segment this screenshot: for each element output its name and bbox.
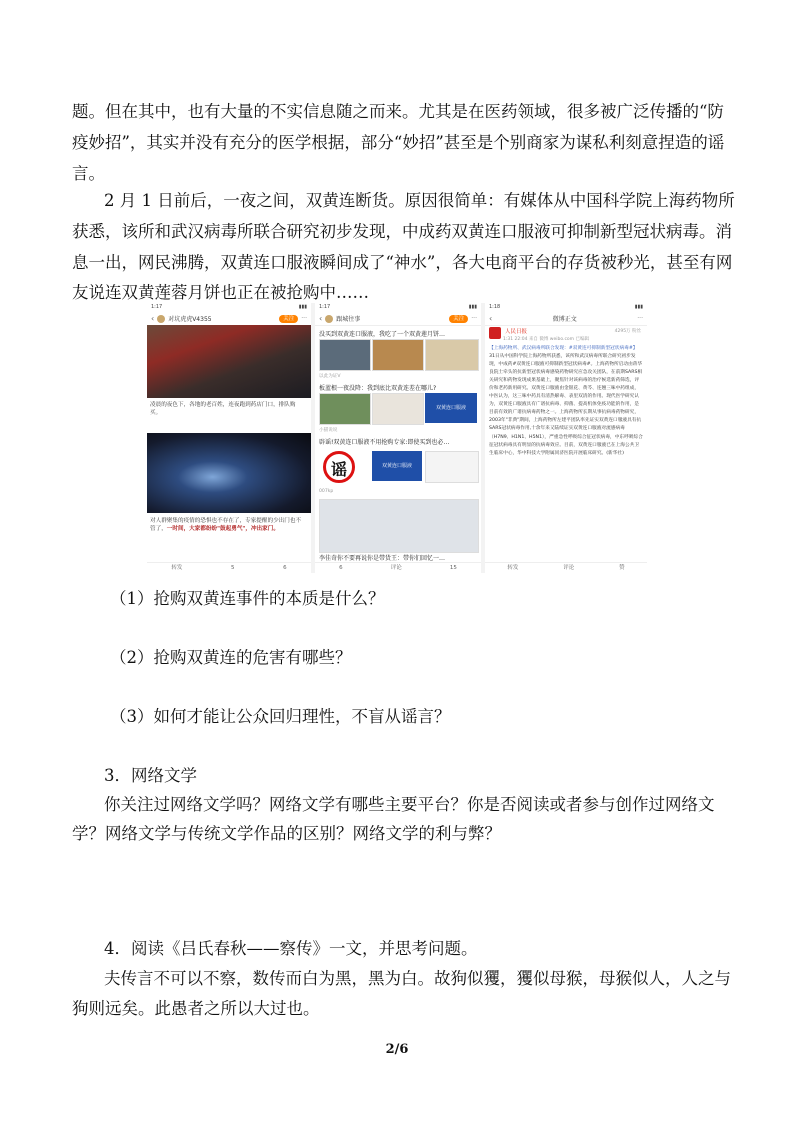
rumor-stamp-image xyxy=(319,449,359,487)
status-time: 1:17 xyxy=(319,304,331,310)
question-1: （1）抢购双黄连事件的本质是什么？ xyxy=(110,589,385,608)
paragraph-2-line-2: 获悉，该所和武汉病毒所联合研究初步发现，中成药双黄连口服液可抑制新型冠状病毒。消 xyxy=(72,222,732,241)
article-source-1: 以此为证V xyxy=(319,374,341,379)
author-name: 对坑虎虎V4355 xyxy=(168,316,212,323)
action-bar xyxy=(485,562,647,573)
article-image xyxy=(372,339,424,371)
action-bar xyxy=(315,562,481,573)
comment-action: 评论 xyxy=(390,565,402,571)
avatar xyxy=(157,315,165,323)
question-3: （3）如何才能让公众回归理性，不盲从谣言？ xyxy=(110,707,451,726)
avatar xyxy=(325,315,333,323)
paragraph-1-line-1: 题。但在其中，也有大量的不实信息随之而来。尤其是在医药领域，很多被广泛传播的“防 xyxy=(72,102,724,121)
section-3-heading: 3．网络文学 xyxy=(104,766,197,785)
more-icon: ··· xyxy=(301,315,307,322)
product-box-image: 双黄连口服液 xyxy=(425,393,477,423)
article-image xyxy=(319,393,371,425)
signal-icon: ▮▮▮ xyxy=(468,304,477,310)
page-number: 2/6 xyxy=(385,1042,409,1057)
back-icon: ‹ xyxy=(151,314,155,323)
screenshot-panel-crowd xyxy=(147,303,311,573)
signal-icon: ▮▮▮ xyxy=(634,304,643,310)
crowd-photo xyxy=(147,325,311,398)
status-time: 1:18 xyxy=(489,304,501,310)
section-4-heading: 4．阅读《吕氏春秋——察传》一文，并思考问题。 xyxy=(104,939,478,958)
caption-2-highlight: 一时间，大家都纷纷"鼓起勇气"，冲出家门。 xyxy=(166,526,279,532)
post-meta: 1:31 22:04 来自 微博 weibo.com 已编辑 xyxy=(503,337,589,342)
article-source-2: 小猫说说 xyxy=(319,428,338,433)
author-name: 人民日报 xyxy=(505,329,528,335)
post-body xyxy=(489,345,643,458)
night-street-photo xyxy=(147,433,311,513)
back-icon: ‹ xyxy=(319,314,323,323)
fan-count: 4295万 粉丝 xyxy=(614,329,641,334)
article-image xyxy=(319,339,371,371)
article-image xyxy=(319,499,479,553)
paragraph-1-line-3: 言。 xyxy=(72,164,105,183)
rumor-text: 谣 xyxy=(330,460,347,479)
more-icon: ··· xyxy=(637,315,643,322)
article-title-3: 辟谣!双黄连口服液不用抢购专家:即使买到也必… xyxy=(319,439,450,446)
status-bar xyxy=(485,303,647,312)
follow-button: 关注 xyxy=(449,315,468,323)
signal-icon: ▮▮▮ xyxy=(298,304,307,310)
section-4-line-1: 夫传言不可以不察，数传而白为黑，黑为白。故狗似玃，玃似母猴，母猴似人，人之与 xyxy=(104,969,731,988)
section-4-line-2: 狗则远矣。此愚者之所以大过也。 xyxy=(72,999,320,1018)
caption-2 xyxy=(150,517,306,533)
article-image xyxy=(372,393,424,425)
status-bar xyxy=(315,303,481,312)
post-header xyxy=(485,312,647,326)
article-source-3: 007kp xyxy=(319,489,334,494)
like-count: 6 xyxy=(283,565,287,571)
publisher-logo xyxy=(489,327,501,339)
post-body-highlight: 【上海药物所、武汉病毒所联合发现：#双黄连可抑制新型冠状病毒#】 xyxy=(489,346,638,351)
repost-count: 6 xyxy=(339,565,343,571)
caption-1: 凌晨的夜色下，各地的老百姓，连夜跑到药店门口，排队购买。 xyxy=(150,402,296,416)
weibo-screenshot-collage xyxy=(147,303,647,573)
paragraph-2-line-1: 2 月 1 日前后，一夜之间，双黄连断货。原因很简单：有媒体从中国科学院上海药物所 xyxy=(104,191,735,210)
more-icon: ··· xyxy=(471,315,477,322)
like-count: 15 xyxy=(449,565,457,571)
article-image xyxy=(425,339,479,371)
paragraph-2-line-4: 友说连双黄莲蓉月饼也正在被抢购中…… xyxy=(72,283,369,302)
comment-action: 评论 xyxy=(563,565,575,571)
paragraph-2-line-3: 息一出，网民沸腾，双黄连口服液瞬间成了“神水”，各大电商平台的存货被秒光，甚至有网 xyxy=(72,253,733,272)
post-header xyxy=(147,312,311,326)
status-time: 1:17 xyxy=(151,304,163,310)
article-title-4: 李佳奇你不要再说你是带货王：带你们回忆一… xyxy=(319,555,446,562)
follow-button: 关注 xyxy=(279,315,298,323)
question-2: （2）抢购双黄连的危害有哪些？ xyxy=(110,648,352,667)
page-header: 微博正文 xyxy=(552,316,577,323)
like-action: 赞 xyxy=(619,565,625,571)
section-3-line-2: 学？网络文学与传统文学作品的区别？网络文学的利与弊？ xyxy=(72,824,501,843)
status-bar xyxy=(147,303,311,312)
paragraph-1-line-2: 疫妙招”，其实并没有充分的医学根据，部分“妙招”甚至是个别商家为谋私利刻意捏造的谣 xyxy=(72,133,725,152)
repost-action: 转发 xyxy=(171,565,183,571)
post-header xyxy=(315,312,481,326)
article-title-2: 板蓝根一夜没降：我到底比双黄连差在哪儿? xyxy=(319,385,437,392)
back-icon: ‹ xyxy=(489,314,493,323)
action-bar xyxy=(147,562,311,573)
section-3-line-1: 你关注过网络文学吗？网络文学有哪些主要平台？你是否阅读或者参与创作过网络文 xyxy=(104,795,715,814)
author-name: 跟城往事 xyxy=(336,316,361,323)
article-title-1: 没买到双黄连口服液，我吃了一个双黄莲月饼… xyxy=(319,331,446,338)
repost-action: 转发 xyxy=(507,565,519,571)
post-body-text: 31日从中国科学院上海药物所获悉，该所和武汉病毒所联合研究初步发现，中成药#双黄连口服液可抑制新型冠状病毒#。上海药物所启动由蒋华良院士牵头的抗新型冠状病毒感染药物研究应急攻关团队，在前期SARS相关研究和药物发现成果基础上，聚焦针对该病毒的治疗候选新药筛选，评价和老药新用研究。双黄连口服液由金银花、黄芩、连翘三味中药组成，中医认为，这三味中药具有清热解毒、表里双清的作用。现代医学研究认为，双黄连口服液具有广谱抗病毒、抑菌、提高机体免疫功能的作用，是目前有效的广谱抗病毒药物之一。上海药物所长期从事抗病毒药物研究，2003年"非典"期间，上海药物所左建平团队率先证实双黄连口服液具有抗SARS冠状病毒作用,十余年来又陆续证实双黄连口服液对流感病毒（H7N9、H1N1、H5N1），严重急性呼吸综合征冠状病毒，中东呼吸综合征冠状病毒具有明显的抗病毒效应。目前，双黄连口服液已在上海公共卫生临床中心，华中科技大学附属同济医院开展临床研究。(新华社) xyxy=(489,354,643,456)
comment-count: 5 xyxy=(231,565,235,571)
product-box-image: 双黄连口服液 xyxy=(372,451,422,481)
screenshot-panel-news-post xyxy=(485,303,647,573)
caption-2-text: 对人群聚集的疫情的恐惧也不存在了，专家提醒的少出门也不管了， xyxy=(150,518,302,532)
screenshot-panel-articles xyxy=(315,303,481,573)
article-image xyxy=(425,451,479,483)
